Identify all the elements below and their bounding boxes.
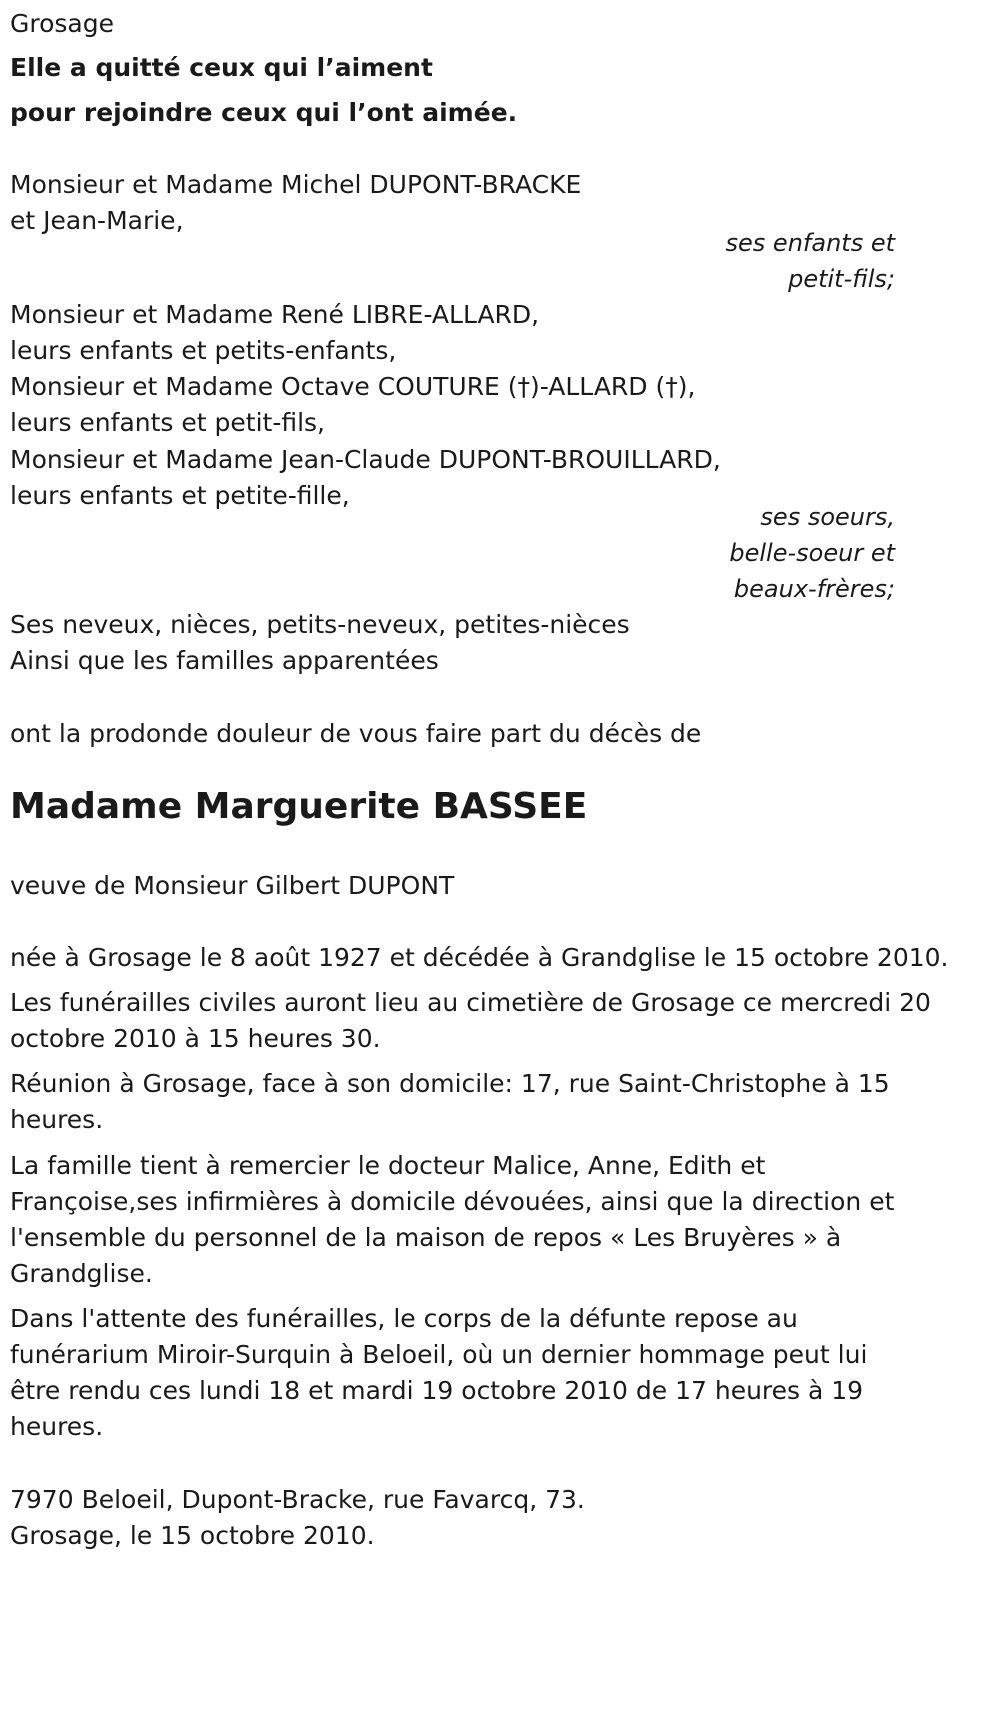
reunion-paragraph: heures. xyxy=(10,1105,104,1134)
family-line: Ainsi que les familles apparentées xyxy=(10,646,439,675)
family-line: leurs enfants et petit-fils, xyxy=(10,408,326,437)
epigraph-line-1: Elle a quitté ceux qui l’aiment xyxy=(10,53,433,82)
epigraph-line-2: pour rejoindre ceux qui l’ont aimée. xyxy=(10,98,518,127)
family-line: Monsieur et Madame Octave COUTURE (†)-ALLARD (†), xyxy=(10,372,696,401)
family-line: Monsieur et Madame René LIBRE-ALLARD, xyxy=(10,300,540,329)
family-line: Ses neveux, nièces, petits-neveux, petites-nièces xyxy=(10,610,630,639)
announcement-text: ont la prodonde douleur de vous faire part du décès de xyxy=(10,719,702,748)
thanks-paragraph: l'ensemble du personnel de la maison de repos « Les Bruyères » à xyxy=(10,1223,842,1252)
funeral-paragraph: Les funérailles civiles auront lieu au cimetière de Grosage ce mercredi 20 xyxy=(10,988,931,1017)
funerarium-paragraph: heures. xyxy=(10,1412,104,1441)
thanks-paragraph: La famille tient à remercier le docteur Malice, Anne, Edith et xyxy=(10,1151,766,1180)
reunion-paragraph: Réunion à Grosage, face à son domicile: 17, rue Saint-Christophe à 15 xyxy=(10,1069,890,1098)
thanks-paragraph: Françoise,ses infirmières à domicile dévouées, ainsi que la direction et xyxy=(10,1187,895,1216)
family-line: et Jean-Marie, xyxy=(10,206,184,235)
relation-label: beaux-frères; xyxy=(733,575,895,603)
funerarium-paragraph: funérarium Miroir-Surquin à Beloeil, où un dernier hommage peut lui xyxy=(10,1340,868,1369)
relation-label: belle-soeur et xyxy=(729,539,895,567)
family-line: Monsieur et Madame Michel DUPONT-BRACKE xyxy=(10,170,582,199)
relation-label: ses enfants et xyxy=(725,229,895,257)
town-header: Grosage xyxy=(10,9,114,38)
family-line: leurs enfants et petite-fille, xyxy=(10,481,350,510)
place-date-line: Grosage, le 15 octobre 2010. xyxy=(10,1521,375,1550)
relation-label: ses soeurs, xyxy=(760,503,895,531)
deceased-name: Madame Marguerite BASSEE xyxy=(10,786,588,827)
funerarium-paragraph: être rendu ces lundi 18 et mardi 19 octobre 2010 de 17 heures à 19 xyxy=(10,1376,864,1405)
widow-of-line: veuve de Monsieur Gilbert DUPONT xyxy=(10,871,455,900)
family-line: Monsieur et Madame Jean-Claude DUPONT-BROUILLARD, xyxy=(10,445,721,474)
funeral-paragraph: octobre 2010 à 15 heures 30. xyxy=(10,1024,381,1053)
thanks-paragraph: Grandglise. xyxy=(10,1259,153,1288)
relation-label: petit-fils; xyxy=(788,265,895,293)
address-line: 7970 Beloeil, Dupont-Bracke, rue Favarcq, 73. xyxy=(10,1485,585,1514)
birth-death-paragraph: née à Grosage le 8 août 1927 et décédée à Grandglise le 15 octobre 2010. xyxy=(10,943,949,972)
family-line: leurs enfants et petits-enfants, xyxy=(10,336,397,365)
funerarium-paragraph: Dans l'attente des funérailles, le corps de la défunte repose au xyxy=(10,1304,798,1333)
